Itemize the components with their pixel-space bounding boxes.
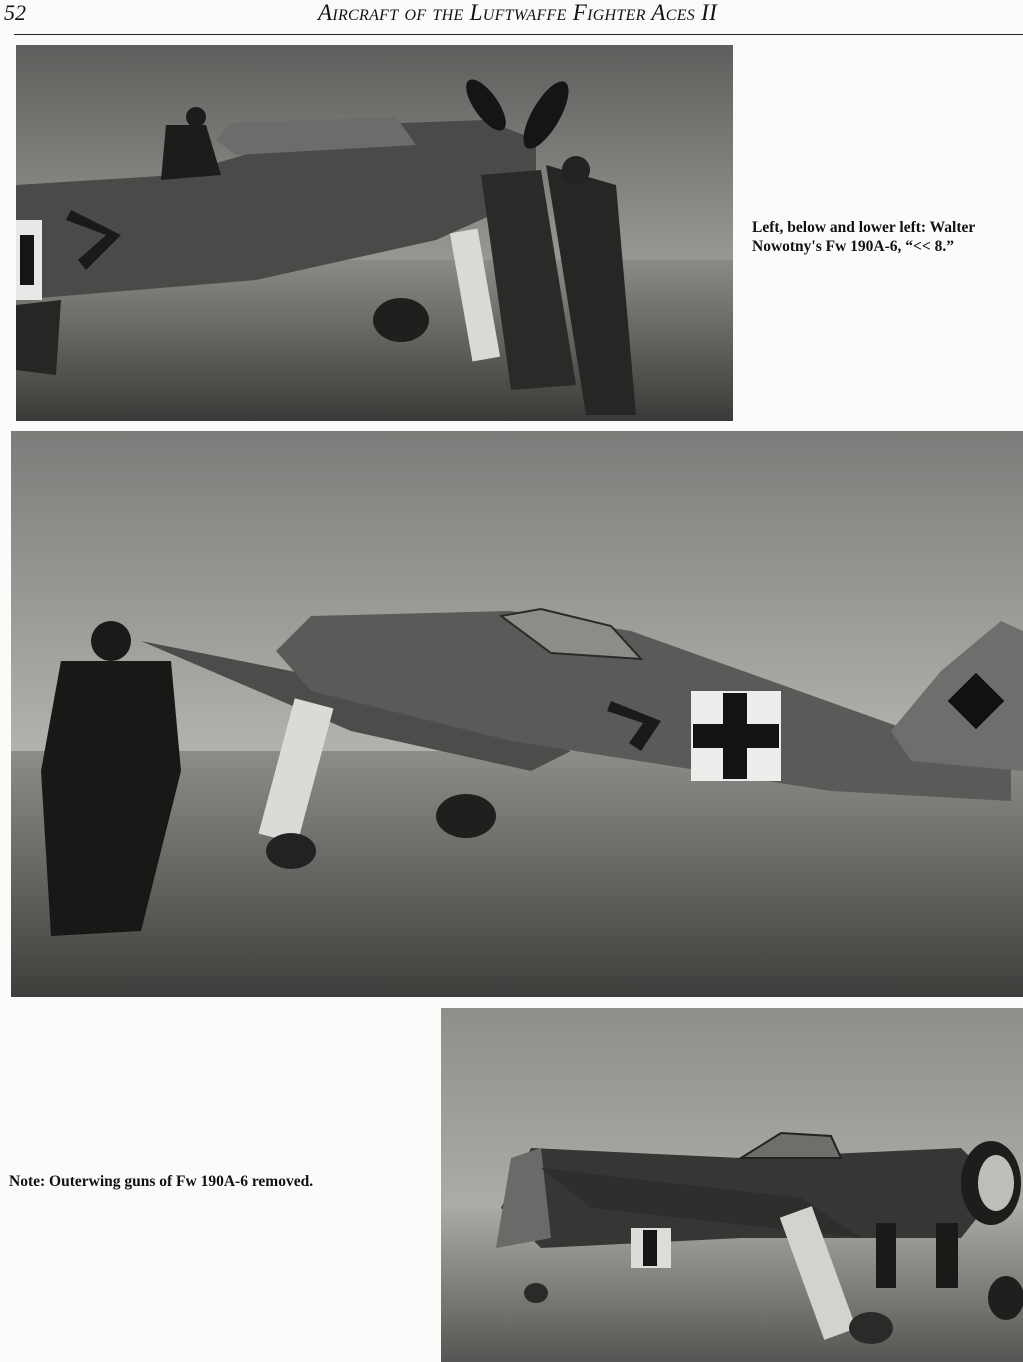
photo-ground-crew-propeller: [16, 45, 733, 421]
running-head: Aircraft of the Luftwaffe Fighter Aces II: [318, 0, 718, 25]
page-number: 52: [4, 0, 26, 25]
caption-nowotny-fw190: Left, below and lower left: Walter Nowotny's Fw 190A-6, “<< 8.”: [752, 219, 975, 255]
header-rule: [14, 34, 1023, 35]
photo-fw190-lower-right: [441, 1008, 1023, 1362]
caption-outerwing-guns: Note: Outerwing guns of Fw 190A-6 removed.: [9, 1173, 314, 1190]
photo-fw190-with-observer: [11, 431, 1023, 997]
